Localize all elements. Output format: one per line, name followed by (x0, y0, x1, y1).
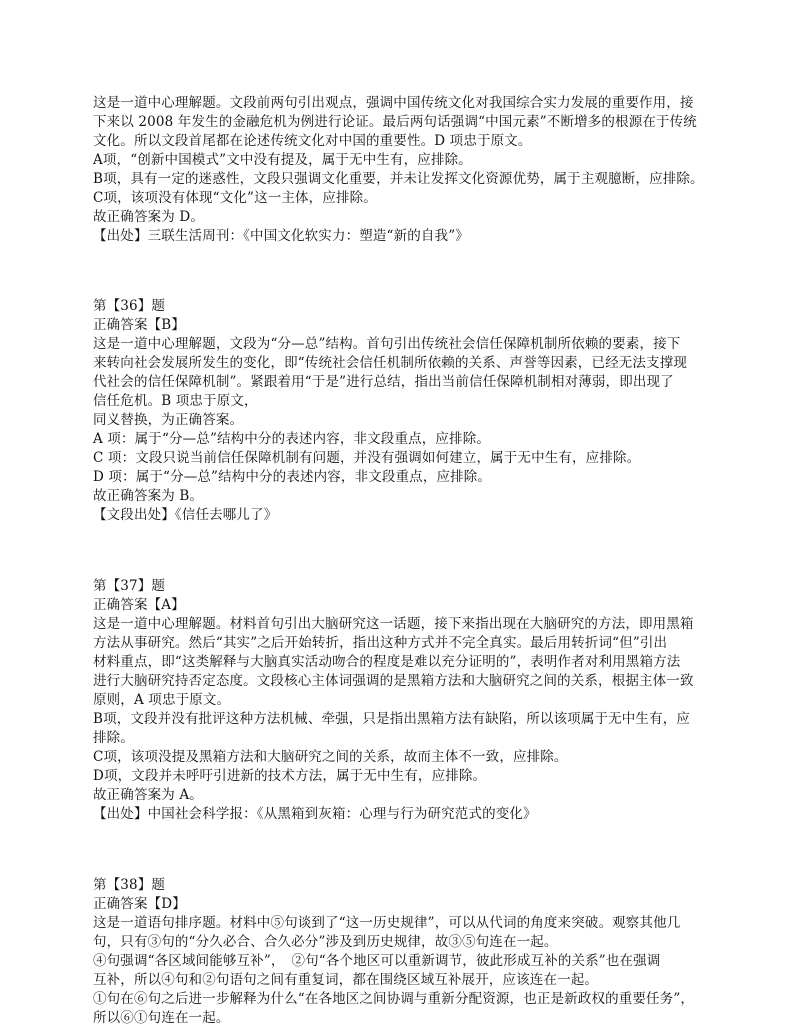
paragraph-line: 这是一道中心理解题。文段前两句引出观点，强调中国传统文化对我国综合实力发展的重要作用，接 (93, 95, 694, 111)
paragraph-line: 材料重点，即“这类解释与大脑真实活动吻合的程度是难以充分证明的”，表明作者对利用黑箱方法 (93, 654, 681, 670)
paragraph-line: 方法从事研究。然后“其实”之后开始转折，指出这种方式并不完全真实。最后用转折词“但”引出 (93, 635, 668, 651)
option-analysis-c: C项，该项没有体现“文化”这一主体，应排除。 (93, 190, 377, 206)
paragraph-line: 这是一道语句排序题。材料中⑤句谈到了“这一历史规律”，可以从代词的角度来突破。观察其他几 (93, 915, 681, 931)
paragraph-line: ①句在⑥句之后进一步解释为什么“在各地区之间协调与重新分配资源，也正是新政权的重要任务”， (93, 991, 695, 1007)
correct-answer: 正确答案【B】 (93, 317, 185, 333)
final-answer: 故正确答案为 D。 (93, 209, 204, 225)
option-analysis-d: D 项：属于“分—总”结构中分的表述内容，非文段重点，应排除。 (93, 469, 492, 485)
option-analysis-c: C项，该项没提及黑箱方法和大脑研究之间的关系，故而主体不一致，应排除。 (93, 749, 568, 765)
final-answer: 故正确答案为 B。 (93, 488, 204, 504)
source-citation: 【出处】中国社会科学报：《从黑箱到灰箱：心理与行为研究范式的变化》 (93, 806, 537, 822)
option-analysis-c: C 项：文段只说当前信任保障机制有问题，并没有强调如何建立，属于无中生有，应排除。 (93, 450, 641, 466)
paragraph-line: 进行大脑研究持否定态度。文段核心主体词强调的是黑箱方法和大脑研究之间的关系，根据主体一致 (93, 673, 694, 689)
correct-answer: 正确答案【A】 (93, 597, 185, 613)
option-analysis-a: A项，“创新中国模式”文中没有提及，属于无中生有，应排除。 (93, 152, 472, 168)
paragraph-line: 所以⑥①句连在一起。 (93, 1010, 230, 1026)
paragraph-line: 这是一道中心理解题，文段为“分—总”结构。首句引出传统社会信任保障机制所依赖的要素，接下 (93, 336, 681, 352)
final-answer: 故正确答案为 A。 (93, 787, 203, 803)
option-analysis-b: B项，文段并没有批评这种方法机械、牵强，只是指出黑箱方法有缺陷，所以该项属于无中生有，应 (93, 711, 691, 727)
question-heading: 第【37】题 (93, 578, 166, 594)
paragraph-line: 句，只有③句的“分久必合、合久必分”涉及到历史规律，故③⑤句连在一起。 (93, 934, 558, 950)
paragraph-line: 代社会的信任保障机制”。紧跟着用“于是”进行总结，指出当前信任保障机制相对薄弱，即出现了 (93, 374, 674, 390)
paragraph-line: ④句强调“各区域间能够互补”， ②句“各个地区可以重新调节，彼此形成互补的关系”也在强调 (93, 953, 661, 969)
option-analysis-a: A 项：属于“分—总”结构中分的表述内容，非文段重点，应排除。 (93, 431, 490, 447)
paragraph-line: 这是一道中心理解题。材料首句引出大脑研究这一话题，接下来指出现在大脑研究的方法，即用黑箱 (93, 616, 694, 632)
question-heading: 第【38】题 (93, 877, 166, 893)
paragraph-line: 下来以 2008 年发生的金融危机为例进行论证。最后两句话强调“中国元素”不断增多的根源在于传统 (93, 114, 697, 130)
paragraph-line: 原则，A 项忠于原文。 (93, 692, 231, 708)
option-analysis-d: D项，文段并未呼吁引进新的技术方法，属于无中生有，应排除。 (93, 768, 487, 784)
source-citation: 【文段出处】《信任去哪儿了》 (93, 507, 278, 523)
paragraph-line: 文化。所以文段首尾都在论述传统文化对中国的重要性。D 项忠于原文。 (93, 133, 532, 149)
paragraph-line: 互补，所以④句和②句语句之间有重复词，都在围绕区域互补展开，应该连在一起。 (93, 972, 599, 988)
option-analysis-b: B项，具有一定的迷惑性，文段只强调文化重要，并未让发挥文化资源优势，属于主观臆断，应排除。 (93, 171, 704, 187)
question-heading: 第【36】题 (93, 298, 166, 314)
paragraph-line: 排除。 (93, 730, 134, 746)
correct-answer: 正确答案【D】 (93, 896, 186, 912)
paragraph-line: 同义替换，为正确答案。 (93, 412, 244, 428)
paragraph-line: 信任危机。B 项忠于原文， (93, 393, 258, 409)
source-citation: 【出处】三联生活周刊：《中国文化软实力：塑造“新的自我”》 (93, 228, 469, 244)
paragraph-line: 来转向社会发展所发生的变化，即“传统社会信任机制所依赖的关系、声誉等因素，已经无法支撑现 (93, 355, 687, 371)
